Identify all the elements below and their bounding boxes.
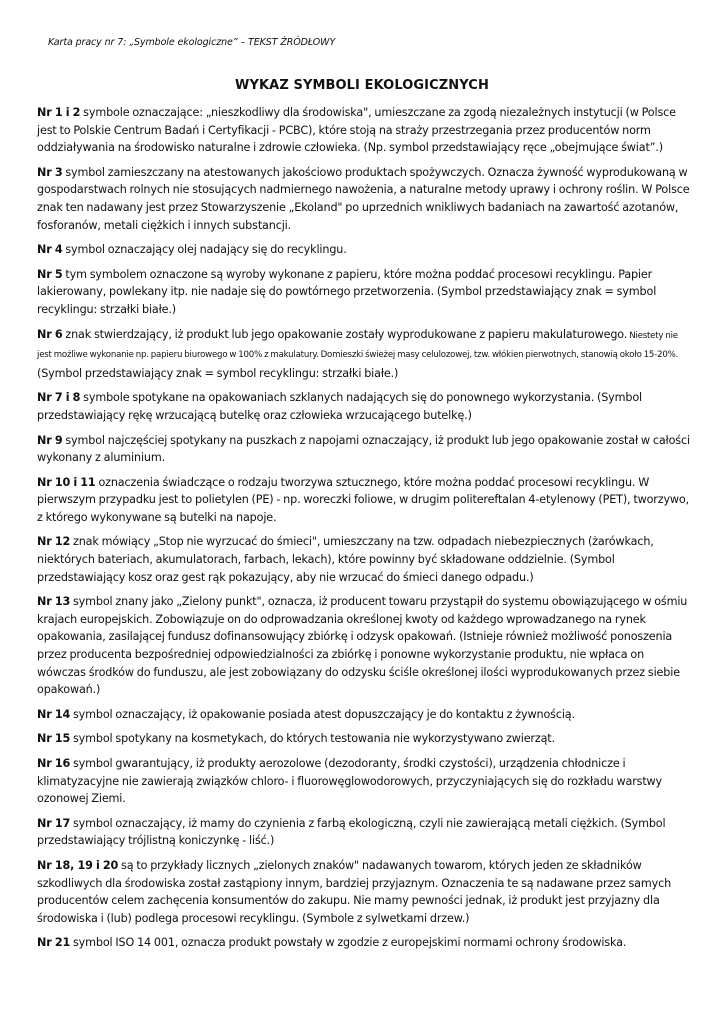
item-number: Nr 6	[37, 327, 63, 341]
list-item	[37, 533, 691, 586]
list-item	[37, 241, 691, 259]
item-number: Nr 12	[37, 535, 71, 549]
list-item	[37, 389, 691, 424]
list-item	[37, 593, 691, 699]
symbol-list	[37, 104, 691, 959]
list-item	[37, 164, 691, 234]
list-item	[37, 104, 691, 157]
list-item	[37, 755, 691, 808]
item-number: Nr 4	[37, 243, 63, 257]
list-item	[37, 432, 691, 467]
item-number: Nr 5	[37, 267, 63, 281]
item-number: Nr 16	[37, 757, 71, 770]
item-description: symbole spotykane na opakowaniach szklanych nadających się do ponownego wykorzystania. (Symbol przedstawiający rękę wrzucającą butelkę oraz człowieka wrzucającego butelkę.)	[37, 391, 643, 422]
list-item	[37, 326, 691, 383]
item-number: Nr 17	[37, 816, 71, 830]
list-item	[37, 934, 691, 952]
item-description: symbol gwarantujący, iż produkty aerozolowe (dezodoranty, środki czystości), urządzenia chłodnicze i klimatyzacyjne nie zawierają związków chloro- i fluorowęglowodorowych, przyczyniających się do rozkładu warstwy ozonowej Ziemi.	[37, 757, 663, 806]
item-number: Nr 1 i 2	[37, 106, 81, 119]
item-description: znak stwierdzający, iż produkt lub jego opakowanie zostały wyprodukowane z papieru makulaturowego.	[62, 327, 628, 341]
list-item	[37, 857, 691, 927]
list-item	[37, 706, 691, 724]
item-description: oznaczenia świadczące o rodzaju tworzywa sztucznego, które można poddać procesowi recyklingu. W pierwszym przypadku jest to polietylen (PE) - np. woreczki foliowe, w drugim politereftalan 4-etylenowy (PET), tworzywo, z którego wykonywane są butelki na napoje.	[37, 475, 690, 524]
item-description: symbol oznaczający olej nadający się do recyklingu.	[62, 243, 347, 257]
item-number: Nr 15	[37, 732, 71, 746]
item-description: symbol znany jako „Zielony punkt", oznacza, iż producent towaru przystąpił do systemu obowiązującego w ośmiu krajach europejskich. Zobowiązuje on do odprowadzania określonej kwoty od każdego wprowadzanego na rynek opakowania, zasilającej fundusz dofinansowujący zbiórkę i odzysk opakowań. (Istnieje również możliwość ponoszenia przez producenta bezpośredniej odpowiedzialności za zbiórkę i ponowne wykorzystanie produktu, nie wpłaca on wówczas środków do funduszu, ale jest zobowiązany do odzysku ściśle określonej ilości wyprodukowanych przez siebie opakowań.)	[37, 595, 688, 697]
item-description: symbole oznaczające: „nieszkodliwy dla środowiska", umieszczane za zgodą niezależnych instytucji (w Polsce jest to Polskie Centrum Badań i Certyfikacji - PCBC), które stoją na straży przestrzegania przez producentów norm oddziaływania na środowisko naturalne i zdrowie człowieka. (Np. symbol przedstawiający ręce „obejmujące świat”.)	[37, 106, 676, 155]
item-description: są to przykłady licznych „zielonych znaków" nadawanych towarom, których jeden ze składników szkodliwych dla środowiska został zastąpiony innym, bardziej przyjaznym. Oznaczenia te są nadawane przez samych producentów celem zachęcenia konsumentów do zakupu. Nie mamy pewności jednak, iż produkt jest przyjazny dla środowiska i (lub) podlega procesowi recyklingu. (Symbole z sylwetkami drzew.)	[37, 858, 672, 925]
item-description: symbol najczęściej spotykany na puszkach z napojami oznaczający, iż produkt lub jego opakowanie został w całości wykonany z aluminium.	[37, 433, 690, 465]
item-number: Nr 9	[37, 433, 63, 447]
list-item	[37, 730, 691, 748]
item-description: symbol oznaczający, iż opakowanie posiada atest dopuszczający je do kontaktu z żywnością.	[70, 707, 575, 721]
page-title: WYKAZ SYMBOLI EKOLOGICZNYCH	[235, 78, 489, 93]
item-description: symbol spotykany na kosmetykach, do których testowania nie wykorzystywano zwierząt.	[70, 732, 555, 746]
item-number: Nr 14	[37, 707, 71, 721]
item-description: znak mówiący „Stop nie wyrzucać do śmieci", umieszczany na tzw. odpadach niebezpiecznych (żarówkach, niektórych bateriach, akumulatorach, farbach, lekach), które powinny być składowane oddzielnie. (Symbol przedstawiający kosz oraz gest rąk pokazujący, aby nie wrzucać do śmieci danego odpadu.)	[37, 535, 654, 584]
item-number: Nr 21	[37, 936, 71, 950]
item-number: Nr 18, 19 i 20	[37, 858, 119, 872]
item-number: Nr 7 i 8	[37, 391, 81, 405]
item-description-tail: (Symbol przedstawiający znak = symbol recyklingu: strzałki białe.)	[37, 366, 399, 380]
item-number: Nr 10 i 11	[37, 475, 96, 489]
item-number: Nr 3	[37, 165, 63, 179]
item-description: tym symbolem oznaczone są wyroby wykonane z papieru, które można poddać procesowi recyklingu. Papier lakierowany, powlekany itp. nie nadaje się do powtórnego przetworzenia. (Symbol przedstawiający znak = symbol recyklingu: strzałki białe.)	[37, 267, 657, 316]
item-description: symbol zamieszczany na atestowanych jakościowo produktach spożywczych. Oznacza żywność wyprodukowaną w gospodarstwach rolnych nie stosujących nadmiernego nawożenia, a naturalne metody uprawy i ochrony roślin. W Polsce znak ten nadawany jest przez Stowarzyszenie „Ekoland" po uprzednich wnikliwych badaniach na zawartość azotanów, fosforanów, metali ciężkich i innych substancji.	[37, 165, 690, 232]
item-description: symbol ISO 14 001, oznacza produkt powstały w zgodzie z europejskimi normami ochrony środowiska.	[70, 936, 627, 950]
item-note: Niestety nie jest możliwe wykonanie np. papieru biurowego w 100% z makulatury. Domieszki świeżej masy celulozowej, tzw. włókien pierwotnych, stanowią około 15-20%.	[37, 330, 679, 361]
list-item	[37, 474, 691, 527]
list-item	[37, 815, 691, 850]
item-description: symbol oznaczający, iż mamy do czynienia z farbą ekologiczną, czyli nie zawierającą metali ciężkich. (Symbol przedstawiający trójlistną koniczynkę - liść.)	[37, 816, 666, 848]
list-item	[37, 266, 691, 319]
item-number: Nr 13	[37, 595, 71, 609]
header-worksheet-label: Karta pracy nr 7: „Symbole ekologiczne” – TEKST ŹRÓDŁOWY	[48, 37, 336, 48]
